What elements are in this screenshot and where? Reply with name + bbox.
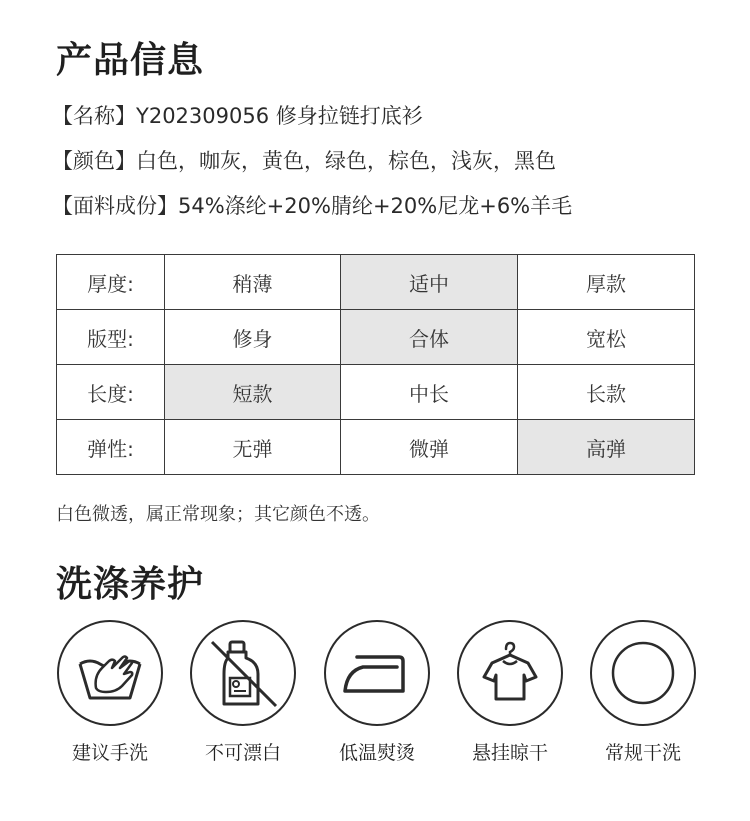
attribute-row	[57, 365, 695, 420]
product-name-line: 【名称】Y202309056 修身拉链打底衫	[52, 104, 423, 128]
care-item-hang-dry	[455, 620, 565, 765]
attribute-option-selected: 合体	[341, 310, 518, 365]
attribute-option: 微弹	[341, 420, 518, 475]
hang-dry-icon	[470, 633, 550, 713]
care-item-low-iron	[322, 620, 432, 765]
attribute-label: 版型:	[57, 310, 165, 365]
no-bleach-icon	[198, 628, 288, 718]
care-item-dry-clean	[588, 620, 698, 765]
attribute-option: 中长	[341, 365, 518, 420]
attributes-table	[56, 254, 695, 475]
product-material-line: 【面料成份】54%涤纶+20%腈纶+20%尼龙+6%羊毛	[52, 194, 573, 218]
attribute-option: 宽松	[518, 310, 695, 365]
transparency-note: 白色微透，属正常现象；其它颜色不透。	[56, 504, 380, 525]
care-label: 低温熨烫	[338, 742, 415, 764]
attribute-option-selected: 短款	[165, 365, 341, 420]
attribute-row	[57, 255, 695, 310]
attribute-row	[57, 420, 695, 475]
attribute-option: 修身	[165, 310, 341, 365]
attribute-option: 无弹	[165, 420, 341, 475]
hand-wash-icon	[72, 638, 148, 708]
attribute-option-selected: 高弹	[518, 420, 695, 475]
care-item-no-bleach	[188, 620, 298, 765]
attribute-option: 长款	[518, 365, 695, 420]
care-label: 不可漂白	[204, 742, 281, 764]
attribute-option: 厚款	[518, 255, 695, 310]
attribute-label: 弹性:	[57, 420, 165, 475]
care-label: 悬挂晾干	[471, 742, 548, 764]
care-item-hand-wash	[55, 620, 165, 765]
attribute-label: 厚度:	[57, 255, 165, 310]
attribute-label: 长度:	[57, 365, 165, 420]
low-iron-icon	[337, 643, 417, 703]
dry-clean-icon	[608, 638, 678, 708]
product-color-line: 【颜色】白色，咖灰，黄色，绿色，棕色，浅灰，黑色	[52, 149, 556, 173]
care-title: 洗涤养护	[56, 564, 205, 605]
attribute-option: 稍薄	[165, 255, 341, 310]
attribute-option-selected: 适中	[341, 255, 518, 310]
care-label: 常规干洗	[604, 742, 681, 764]
product-info-title: 产品信息	[56, 40, 205, 81]
attribute-row	[57, 310, 695, 365]
care-label: 建议手洗	[71, 742, 148, 764]
